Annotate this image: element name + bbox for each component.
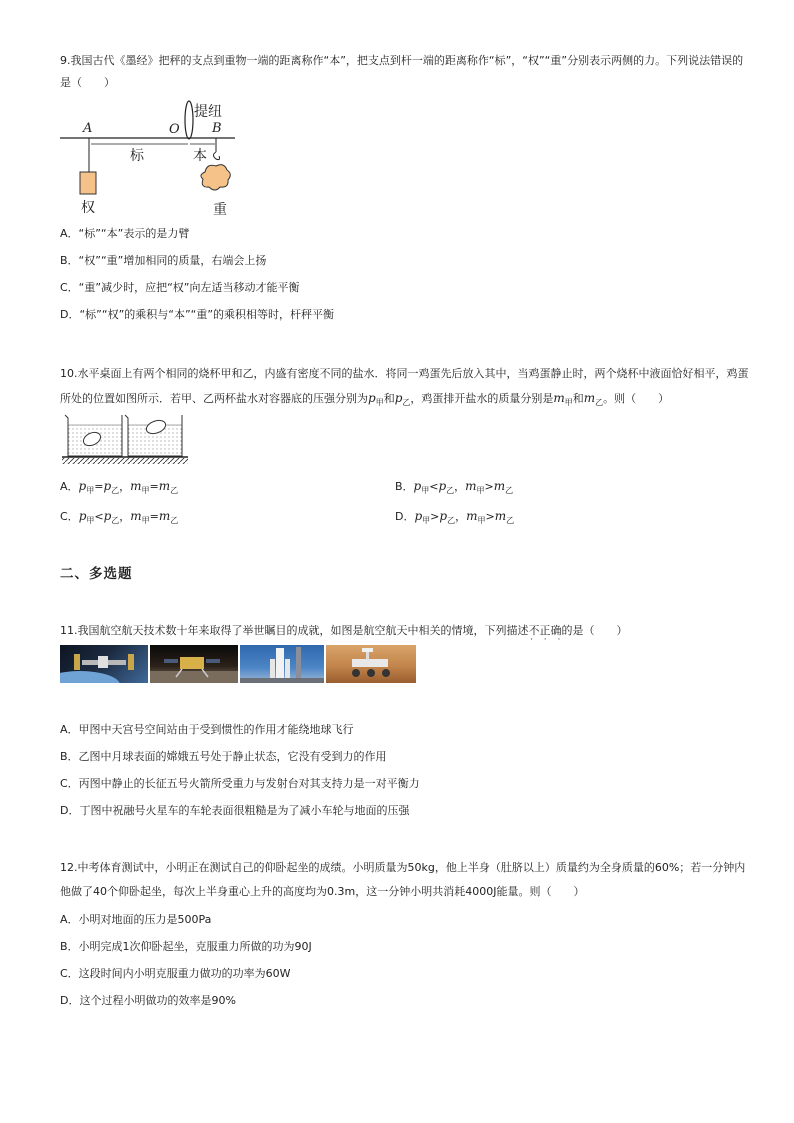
q10-stem-2a: 鸡蛋所处的位置如图所示．若甲、乙两杯盐水对容器底的压强分别为 [60, 367, 749, 405]
q12-stem: 12.中考体育测试中，小明正在测试自己的仰卧起坐的成绩。小明质量为50kg，他上半身（肚脐以上）质量约为全身质量的60%；若一分钟内他做了40个仰卧起坐，每次上半身重心上升的高度均为0.3m，这一分钟小明共消耗4000J能量。则（ ） [60, 861, 746, 898]
hook [214, 152, 220, 160]
emphasis-dots: · · · [530, 635, 565, 645]
label-quan: 权 [81, 200, 95, 216]
q12-option-d: D．这个过程小明做功的效率是90% [60, 994, 236, 1007]
q12-option-b: B．小明完成1次仰卧起坐，克服重力所做的功为90J [60, 940, 312, 953]
label-ben: 本 [193, 148, 207, 164]
q10-option-a: A．$p_甲=p_乙$，$m_甲=m_乙$ [60, 479, 179, 496]
photo-space-station [60, 645, 148, 683]
q9-option-b: B．“权”“重”增加相同的质量，右端会上扬 [60, 254, 267, 267]
label-a: A [83, 121, 93, 136]
label-tizu: 提纽 [194, 104, 222, 120]
q10-option-b: B．$p_甲<p_乙$，$m_甲>m_乙$ [395, 479, 514, 496]
weight-block [80, 172, 96, 194]
q11-option-a: A．甲图中天宫号空间站由于受到惯性的作用才能绕地球飞行 [60, 723, 354, 736]
photo-mars-rover [326, 645, 416, 683]
section-title: 二、多选题 [60, 566, 133, 582]
q10-option-d: D．$p_甲>p_乙$，$m_甲>m_乙$ [395, 509, 515, 526]
q9-option-d: D．“标”“权”的乘积与“本”“重”的乘积相等时，杆秤平衡 [60, 308, 335, 321]
q12-option-c: C．这段时间内小明克服重力做功的功率为60W [60, 967, 291, 980]
fulcrum-loop [185, 101, 193, 139]
q9-option-a: A．“标”“本”表示的是力臂 [60, 227, 190, 240]
photo-rocket [240, 645, 324, 683]
q9-option-c: C．“重”减少时，应把“权”向左适当移动才能平衡 [60, 281, 300, 294]
q12-option-a: A．小明对地面的压力是500Pa [60, 913, 212, 926]
label-biao: 标 [130, 148, 144, 164]
steelyard-figure [60, 100, 250, 220]
q9-stem: 9.我国古代《墨经》把秤的支点到重物一端的距离称作“本”，把支点到杆一端的距离称作“标”，“权”“重”分别表示两侧的力。下列说法错误的是（ ） [60, 54, 744, 89]
label-o: O [169, 122, 180, 137]
photo-lunar-lander [150, 645, 238, 683]
q11-option-c: C．丙图中静止的长征五号火箭所受重力与发射台对其支持力是一对平衡力 [60, 777, 420, 790]
q11-option-b: B．乙图中月球表面的嫦娥五号处于静止状态，它没有受到力的作用 [60, 750, 387, 763]
q10-stem-line1: 10.水平桌面上有两个相同的烧杯甲和乙，内盛有密度不同的盐水．将同一鸡蛋先后放入其中，当鸡蛋静止时，两个烧杯中液面恰好相平， [60, 367, 727, 380]
load-blob [201, 165, 230, 190]
q11-option-d: D．丁图中祝融号火星车的车轮表面很粗糙是为了减小车轮与地面的压强 [60, 804, 410, 817]
label-zhong: 重 [213, 202, 227, 218]
beakers-figure [60, 412, 190, 468]
label-b: B [212, 121, 222, 136]
q11-stem: 11.我国航空航天技术数十年来取得了举世瞩目的成就，如图是航空航天中相关的情境，下列描述不正确的是（ ） [60, 624, 628, 637]
q10-option-c: C．$p_甲<p_乙$，$m_甲=m_乙$ [60, 509, 179, 526]
q10-stem: 10.水平桌面上有两个相同的烧杯甲和乙，内盛有密度不同的盐水．将同一鸡蛋先后放入其中，当鸡蛋静止时，两个烧杯中液面恰好相平，鸡蛋所处的位置如图所示．若甲、乙两杯盐水对容器底的压强分别为$p_甲$和$p_乙$，鸡蛋排开盐水的质量分别是$m_甲$和$m_乙$。则（ ） [60, 367, 749, 408]
